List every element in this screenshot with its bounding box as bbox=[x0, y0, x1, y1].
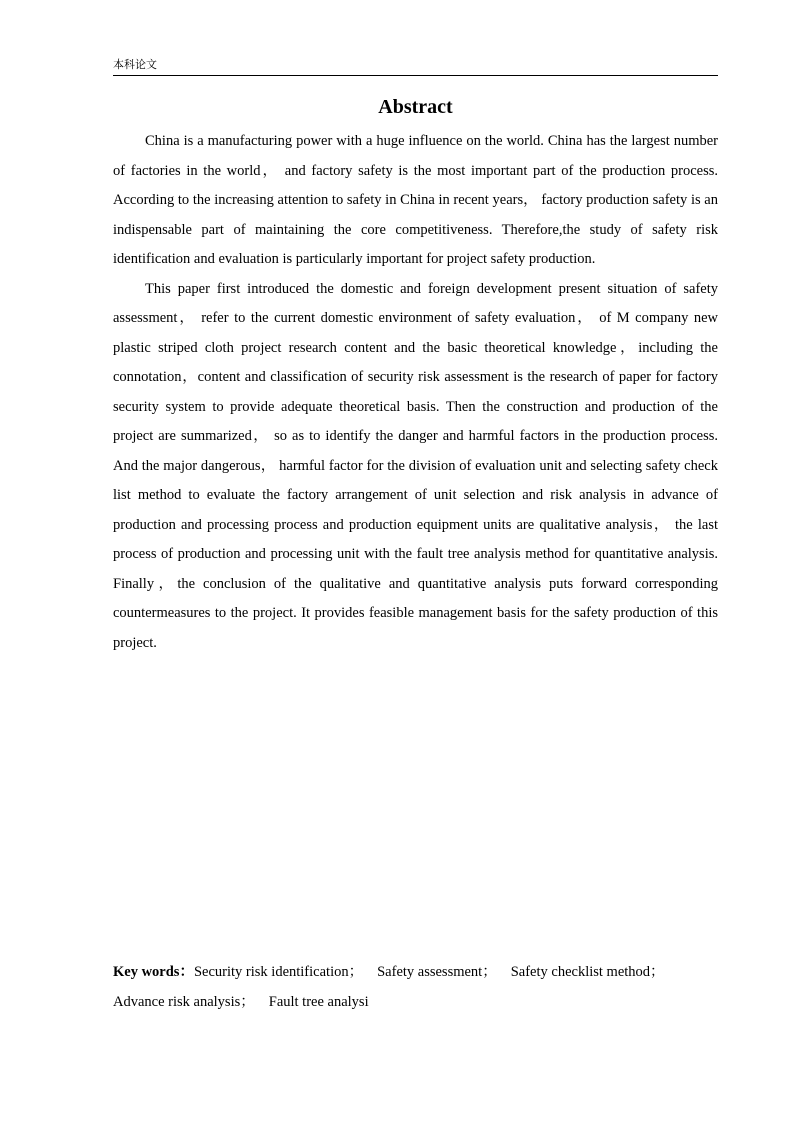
keyword-item: Safety checklist method； bbox=[510, 964, 665, 980]
abstract-body bbox=[113, 127, 718, 658]
abstract-paragraph-1: China is a manufacturing power with a huge influence on the world. China has the largest number of factories in the world， and factory safety is the most important part of the production process. According to the increasing attention to safety in China in recent years， factory production safety is an indispensable part of maintaining the core competitiveness. Therefore,the study of safety risk identification and evaluation is particularly important for project safety production. bbox=[113, 133, 718, 267]
abstract-title: Abstract bbox=[378, 96, 453, 118]
keyword-item: Security risk identification； bbox=[193, 964, 364, 980]
abstract-paragraph-2: This paper first introduced the domestic and foreign development present situation of safety assessment， refer to the current domestic environment of safety evaluation， of M company new plastic striped cloth project research content and the basic theoretical knowledge，including the connotation，content and classification of security risk assessment is the research of paper for factory security system to provide adequate theoretical basis. Then the construction and production of the project are summarized， so as to identify the danger and harmful factors in the production process. And the major dangerous， harmful factor for the division of evaluation unit and selecting safety check list method to evaluate the factory arrangement of unit selection and risk analysis in advance of production and processing process and production equipment units are qualitative analysis， the last process of production and processing unit with the fault tree analysis method for quantitative analysis. Finally，the conclusion of the qualitative and quantitative analysis puts forward corresponding countermeasures to the project. It provides feasible management basis for the safety production of this project. bbox=[113, 280, 718, 651]
page-header bbox=[113, 58, 718, 76]
keyword-item: Safety assessment； bbox=[377, 964, 497, 980]
keywords-block bbox=[113, 957, 718, 1017]
keywords-label: Key words： bbox=[113, 964, 194, 980]
header-label: 本科论文 bbox=[113, 58, 157, 71]
keyword-item: Fault tree analysi bbox=[268, 994, 369, 1010]
keyword-item: Advance risk analysis； bbox=[113, 994, 255, 1010]
